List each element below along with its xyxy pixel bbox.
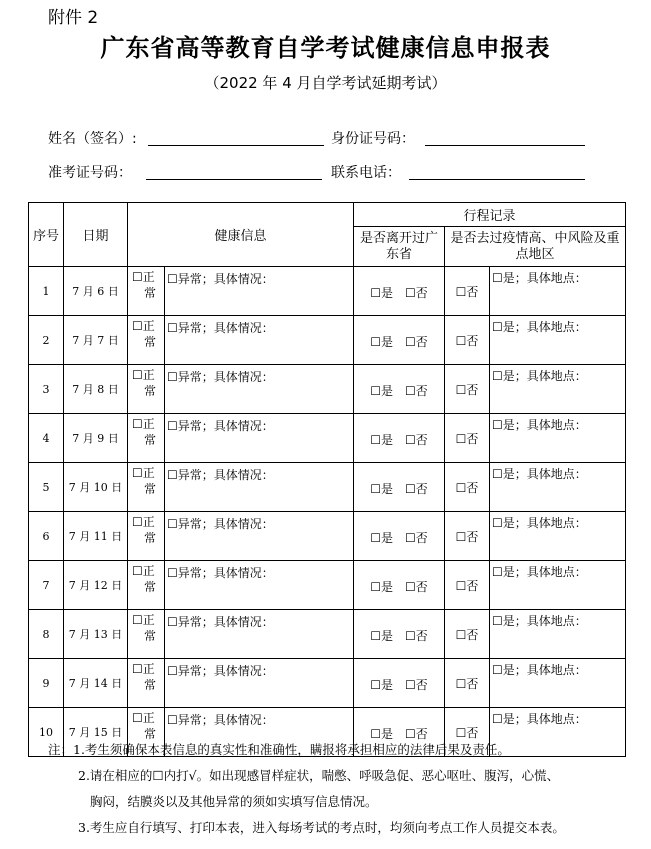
normal-checkbox-label-cont: 常 <box>144 580 157 594</box>
normal-checkbox-label-cont: 常 <box>144 727 157 741</box>
header-health: 健康信息 <box>128 203 354 267</box>
left-province-yes-checkbox[interactable]: ☐是 <box>370 432 394 447</box>
table-row <box>29 512 626 561</box>
note-line-3: 胸闷，结膜炎以及其他异常的须如实填写信息情况。 <box>90 794 378 809</box>
phone-label: 联系电话： <box>331 165 401 181</box>
left-province-yes-checkbox[interactable]: ☐是 <box>370 481 394 496</box>
id-label: 身份证号码： <box>331 131 415 147</box>
risk-area-no-checkbox[interactable]: ☐否 <box>455 382 479 397</box>
normal-checkbox-label: ☐正 <box>132 613 155 627</box>
normal-checkbox-label-cont: 常 <box>144 286 157 300</box>
health-declaration-table <box>28 202 626 757</box>
table-row <box>29 414 626 463</box>
left-province-yes-checkbox[interactable]: ☐是 <box>370 677 394 692</box>
risk-area-yes-checkbox[interactable]: ☐是；具体地点： <box>492 369 587 383</box>
abnormal-option[interactable] <box>165 365 354 414</box>
row-number: 3 <box>29 365 64 414</box>
left-province-yes-checkbox[interactable]: ☐是 <box>370 334 394 349</box>
note-line-4: 3.考生应自行填写、打印本表，进入每场考试的考点时，均须向考点工作人员提交本表。 <box>78 820 565 835</box>
row-number: 1 <box>29 267 64 316</box>
risk-area-no-option[interactable] <box>445 414 490 463</box>
left-province-yes-checkbox[interactable]: ☐是 <box>370 285 394 300</box>
normal-checkbox-label: ☐正 <box>132 662 155 676</box>
abnormal-checkbox-label: ☐异常；具体情况： <box>167 321 274 335</box>
left-province-no-checkbox[interactable]: ☐否 <box>405 628 428 643</box>
risk-area-no-checkbox[interactable]: ☐否 <box>455 627 479 642</box>
left-province-no-checkbox[interactable]: ☐否 <box>405 530 428 545</box>
normal-checkbox-label-cont: 常 <box>144 482 157 496</box>
name-field[interactable] <box>148 145 324 146</box>
abnormal-option[interactable] <box>165 316 354 365</box>
risk-area-yes-option[interactable] <box>490 610 626 659</box>
left-province-no-checkbox[interactable]: ☐否 <box>405 432 428 447</box>
table-row <box>29 610 626 659</box>
left-province-yes-checkbox[interactable]: ☐是 <box>370 726 394 741</box>
left-province-options <box>354 512 445 561</box>
attachment-label: 附件 2 <box>48 8 99 28</box>
row-number: 4 <box>29 414 64 463</box>
header-itinerary: 行程记录 <box>354 203 626 227</box>
abnormal-option[interactable] <box>165 414 354 463</box>
table-row <box>29 561 626 610</box>
abnormal-checkbox-label: ☐异常；具体情况： <box>167 468 274 482</box>
exam-no-label: 准考证号码： <box>48 165 132 181</box>
risk-area-no-option[interactable] <box>445 512 490 561</box>
normal-checkbox-label: ☐正 <box>132 319 155 333</box>
normal-checkbox-label-cont: 常 <box>144 335 157 349</box>
left-province-options <box>354 659 445 708</box>
table-row <box>29 365 626 414</box>
abnormal-option[interactable] <box>165 267 354 316</box>
risk-area-no-checkbox[interactable]: ☐否 <box>455 333 479 348</box>
risk-area-no-option[interactable] <box>445 561 490 610</box>
abnormal-checkbox-label: ☐异常；具体情况： <box>167 615 274 629</box>
abnormal-option[interactable] <box>165 610 354 659</box>
normal-checkbox-label: ☐正 <box>132 368 155 382</box>
left-province-options <box>354 316 445 365</box>
page-title: 广东省高等教育自学考试健康信息申报表 <box>100 33 551 62</box>
risk-area-yes-checkbox[interactable]: ☐是；具体地点： <box>492 320 587 334</box>
header-no: 序号 <box>29 203 64 267</box>
risk-area-yes-checkbox[interactable]: ☐是；具体地点： <box>492 712 587 726</box>
risk-area-yes-checkbox[interactable]: ☐是；具体地点： <box>492 565 587 579</box>
left-province-no-checkbox[interactable]: ☐否 <box>405 677 428 692</box>
table-row <box>29 659 626 708</box>
normal-checkbox-label: ☐正 <box>132 270 155 284</box>
risk-area-yes-option[interactable] <box>490 267 626 316</box>
risk-area-no-option[interactable] <box>445 463 490 512</box>
abnormal-checkbox-label: ☐异常；具体情况： <box>167 517 274 531</box>
risk-area-no-checkbox[interactable]: ☐否 <box>455 284 479 299</box>
phone-field[interactable] <box>409 179 585 180</box>
abnormal-checkbox-label: ☐异常；具体情况： <box>167 566 274 580</box>
left-province-no-checkbox[interactable]: ☐否 <box>405 726 428 741</box>
note-line-1: 注：1.考生须确保本表信息的真实性和准确性，瞒报将承担相应的法律后果及责任。 <box>48 742 510 757</box>
left-province-options <box>354 610 445 659</box>
left-province-options <box>354 414 445 463</box>
row-date: 7 月 8 日 <box>64 365 128 414</box>
row-date: 7 月 14 日 <box>64 659 128 708</box>
left-province-no-checkbox[interactable]: ☐否 <box>405 481 428 496</box>
risk-area-no-checkbox[interactable]: ☐否 <box>455 725 479 740</box>
row-number: 8 <box>29 610 64 659</box>
risk-area-no-checkbox[interactable]: ☐否 <box>455 431 479 446</box>
name-label: 姓名（签名）: <box>48 131 137 147</box>
normal-option[interactable] <box>128 414 165 463</box>
row-date: 7 月 10 日 <box>64 463 128 512</box>
normal-checkbox-label-cont: 常 <box>144 433 157 447</box>
abnormal-option[interactable] <box>165 512 354 561</box>
header-left-province: 是否离开过广东省 <box>354 227 445 267</box>
left-province-no-checkbox[interactable]: ☐否 <box>405 285 428 300</box>
risk-area-no-option[interactable] <box>445 316 490 365</box>
exam-number-field[interactable] <box>146 179 322 180</box>
normal-option[interactable] <box>128 267 165 316</box>
normal-option[interactable] <box>128 561 165 610</box>
risk-area-no-checkbox[interactable]: ☐否 <box>455 480 479 495</box>
row-number: 7 <box>29 561 64 610</box>
row-date: 7 月 12 日 <box>64 561 128 610</box>
abnormal-checkbox-label: ☐异常；具体情况： <box>167 370 274 384</box>
table-row <box>29 463 626 512</box>
row-number: 2 <box>29 316 64 365</box>
table-row <box>29 267 626 316</box>
normal-checkbox-label-cont: 常 <box>144 384 157 398</box>
normal-checkbox-label-cont: 常 <box>144 531 157 545</box>
risk-area-no-option[interactable] <box>445 659 490 708</box>
risk-area-no-checkbox[interactable]: ☐否 <box>455 529 479 544</box>
risk-area-no-option[interactable] <box>445 610 490 659</box>
row-date: 7 月 11 日 <box>64 512 128 561</box>
notes-section <box>48 737 565 841</box>
normal-checkbox-label-cont: 常 <box>144 629 157 643</box>
id-number-field[interactable] <box>425 145 585 146</box>
left-province-options <box>354 267 445 316</box>
risk-area-yes-option[interactable] <box>490 561 626 610</box>
abnormal-option[interactable] <box>165 561 354 610</box>
row-number: 6 <box>29 512 64 561</box>
normal-option[interactable] <box>128 463 165 512</box>
risk-area-yes-checkbox[interactable]: ☐是；具体地点： <box>492 663 587 677</box>
risk-area-yes-option[interactable] <box>490 659 626 708</box>
risk-area-yes-checkbox[interactable]: ☐是；具体地点： <box>492 516 587 530</box>
normal-checkbox-label: ☐正 <box>132 515 155 529</box>
normal-option[interactable] <box>128 365 165 414</box>
normal-checkbox-label: ☐正 <box>132 564 155 578</box>
abnormal-option[interactable] <box>165 659 354 708</box>
left-province-options <box>354 365 445 414</box>
row-date: 7 月 9 日 <box>64 414 128 463</box>
left-province-yes-checkbox[interactable]: ☐是 <box>370 530 394 545</box>
risk-area-yes-checkbox[interactable]: ☐是；具体地点： <box>492 467 587 481</box>
left-province-no-checkbox[interactable]: ☐否 <box>405 579 428 594</box>
normal-checkbox-label-cont: 常 <box>144 678 157 692</box>
abnormal-checkbox-label: ☐异常；具体情况： <box>167 713 274 727</box>
page-subtitle: （2022 年 4 月自学考试延期考试） <box>204 74 447 92</box>
risk-area-yes-checkbox[interactable]: ☐是；具体地点： <box>492 614 587 628</box>
left-province-no-checkbox[interactable]: ☐否 <box>405 383 428 398</box>
left-province-yes-checkbox[interactable]: ☐是 <box>370 383 394 398</box>
normal-option[interactable] <box>128 512 165 561</box>
risk-area-yes-checkbox[interactable]: ☐是；具体地点： <box>492 271 587 285</box>
row-date: 7 月 15 日 <box>64 708 128 757</box>
risk-area-yes-option[interactable] <box>490 463 626 512</box>
left-province-options <box>354 561 445 610</box>
header-risk-area: 是否去过疫情高、中风险及重点地区 <box>445 227 626 267</box>
row-number: 5 <box>29 463 64 512</box>
row-date: 7 月 6 日 <box>64 267 128 316</box>
risk-area-yes-option[interactable] <box>490 365 626 414</box>
risk-area-yes-option[interactable] <box>490 316 626 365</box>
left-province-yes-checkbox[interactable]: ☐是 <box>370 628 394 643</box>
risk-area-yes-option[interactable] <box>490 512 626 561</box>
table-row <box>29 316 626 365</box>
normal-checkbox-label: ☐正 <box>132 711 155 725</box>
abnormal-checkbox-label: ☐异常；具体情况： <box>167 419 274 433</box>
risk-area-yes-option[interactable] <box>490 414 626 463</box>
row-number: 9 <box>29 659 64 708</box>
abnormal-checkbox-label: ☐异常；具体情况： <box>167 272 274 286</box>
normal-option[interactable] <box>128 659 165 708</box>
row-date: 7 月 7 日 <box>64 316 128 365</box>
left-province-options <box>354 463 445 512</box>
risk-area-no-checkbox[interactable]: ☐否 <box>455 676 479 691</box>
risk-area-yes-checkbox[interactable]: ☐是；具体地点： <box>492 418 587 432</box>
normal-checkbox-label: ☐正 <box>132 417 155 431</box>
row-number: 10 <box>29 708 64 757</box>
row-date: 7 月 13 日 <box>64 610 128 659</box>
risk-area-no-option[interactable] <box>445 365 490 414</box>
left-province-no-checkbox[interactable]: ☐否 <box>405 334 428 349</box>
left-province-yes-checkbox[interactable]: ☐是 <box>370 579 394 594</box>
note-line-2: 2.请在相应的☐内打√。如出现感冒样症状，喘憋、呼吸急促、恶心呕吐、腹泻，心慌、 <box>78 768 560 783</box>
abnormal-checkbox-label: ☐异常；具体情况： <box>167 664 274 678</box>
risk-area-no-checkbox[interactable]: ☐否 <box>455 578 479 593</box>
normal-option[interactable] <box>128 316 165 365</box>
abnormal-option[interactable] <box>165 463 354 512</box>
normal-option[interactable] <box>128 610 165 659</box>
risk-area-no-option[interactable] <box>445 267 490 316</box>
header-date: 日期 <box>64 203 128 267</box>
normal-checkbox-label: ☐正 <box>132 466 155 480</box>
